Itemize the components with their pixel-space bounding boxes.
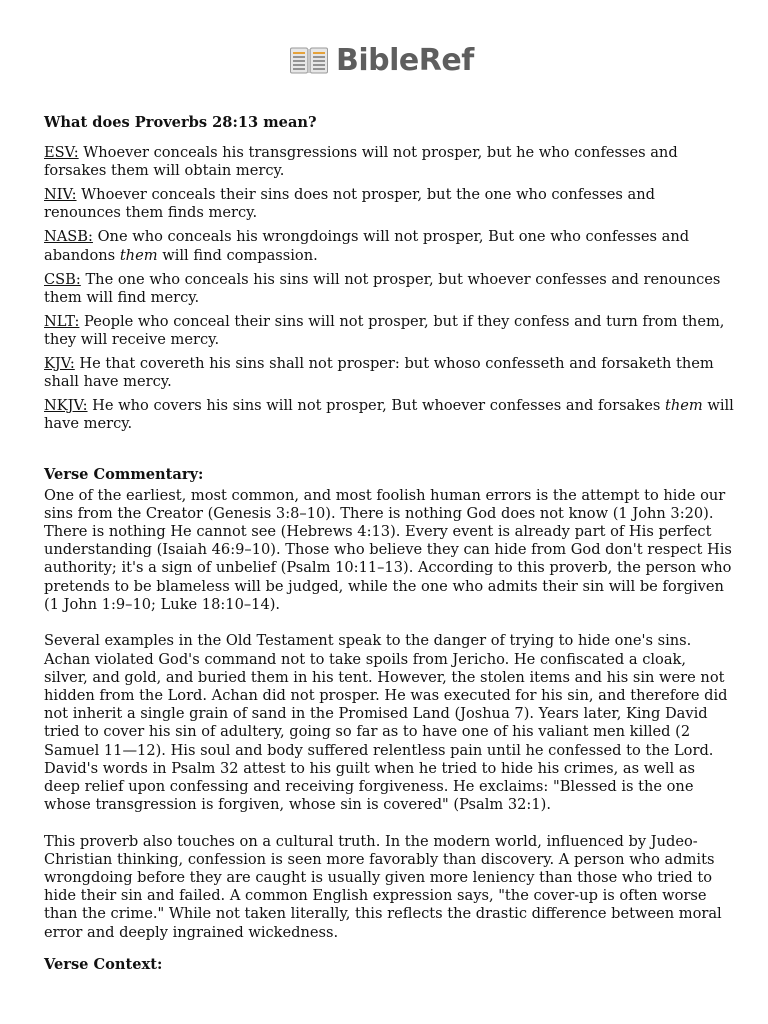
verse-nasb bbox=[44, 228, 734, 264]
verse-niv bbox=[44, 186, 734, 222]
biblref-logo[interactable] bbox=[290, 40, 474, 80]
verse-text-nasb-part1: One who conceals his wrongdoings will not prosper, But one who confesses and abandons bbox=[44, 228, 690, 264]
verse-esv bbox=[44, 144, 734, 180]
translation-link-nkjv[interactable]: NKJV: bbox=[44, 397, 88, 415]
page-title: What does Proverbs 28:13 mean? bbox=[44, 114, 317, 131]
translation-link-nasb[interactable]: NASB: bbox=[44, 228, 93, 246]
verse-text-nkjv-italic: them bbox=[664, 397, 703, 415]
context-heading: Verse Context: bbox=[44, 956, 163, 974]
commentary-paragraph-3: This proverb also touches on a cultural truth. In the modern world, influenced by Judeo-Christian thinking, confession is seen more favorably than discovery. A person who admits wrongdoing before they are caught is usually given more leniency than those who tried to hide their sin and failed. A common English expression says, "the cover-up is often worse than the crime." While not taken literally, this reflects the drastic difference between moral error and deeply ingrained wickedness. bbox=[44, 832, 722, 941]
verse-kjv bbox=[44, 355, 734, 391]
article bbox=[44, 112, 734, 976]
translation-link-nlt[interactable]: NLT: bbox=[44, 312, 80, 330]
translation-link-esv[interactable]: ESV: bbox=[44, 144, 79, 161]
verse-text-nkjv-part2: will have mercy. bbox=[44, 397, 734, 433]
translation-link-kjv[interactable]: KJV: bbox=[44, 355, 75, 373]
verse-nkjv bbox=[44, 397, 734, 433]
verse-text-nasb-part2: will find compassion. bbox=[157, 246, 318, 264]
open-book-icon bbox=[290, 45, 328, 75]
verse-text-nlt: People who conceal their sins will not prosper, but if they confess and turn from them, they will receive mercy. bbox=[44, 312, 725, 349]
verse-text-kjv: He that covereth his sins shall not prosper: but whoso confesseth and forsaketh them shall have mercy. bbox=[44, 355, 714, 391]
translation-link-niv[interactable]: NIV: bbox=[44, 186, 77, 204]
translation-link-csb[interactable]: CSB: bbox=[44, 270, 81, 288]
verse-text-esv: Whoever conceals his transgressions will not prosper, but he who confesses and forsakes them will obtain mercy. bbox=[44, 144, 678, 180]
translations-list bbox=[44, 144, 734, 434]
logo-wordmark: BibleRef bbox=[336, 42, 474, 78]
verse-text-niv: Whoever conceals their sins does not prosper, but the one who confesses and renounces them finds mercy. bbox=[44, 186, 655, 222]
verse-csb bbox=[44, 271, 734, 307]
verse-nlt bbox=[44, 313, 734, 349]
verse-text-csb: The one who conceals his sins will not prosper, but whoever confesses and renounces them will find mercy. bbox=[44, 270, 721, 306]
commentary-heading: Verse Commentary: bbox=[44, 465, 204, 483]
verse-text-nasb-italic: them bbox=[119, 246, 158, 264]
verse-text-nkjv-part1: He who covers his sins will not prosper, But whoever confesses and forsakes bbox=[92, 397, 665, 415]
commentary-paragraph-1: One of the earliest, most common, and most foolish human errors is the attempt to hide our sins from the Creator (Genesis 3:8–10). There is nothing God does not know (1 John 3:20). There is nothing He cannot see (Hebrews 4:13). Every event is already part of His perfect understanding (Isaiah 46:9–10). Those who believe they can hide from God don't respect His authority; it's a sign of unbelief (Psalm 10:11–13). According to this proverb, the person who pretends to be blameless will be judged, while the one who admits their sin will be forgiven (1 John 1:9–10; Luke 18:10–14). bbox=[44, 486, 732, 613]
commentary-paragraph-2: Several examples in the Old Testament speak to the danger of trying to hide one's sins. Achan violated God's command not to take spoils from Jericho. He confiscated a cloak, silver, and gold, and buried them in his tent. However, the stolen items and his sin were not hidden from the Lord. Achan did not prosper. He was executed for his sin, and therefore did not inherit a single grain of sand in the Promised Land (Joshua 7). Years later, King David tried to cover his sin of adultery, going so far as to have one of his valiant men killed (2 Samuel 11—12). His soul and body suffered relentless pain until he confessed to the Lord. David's words in Psalm 32 attest to his guilt when he tried to hide his crimes, as well as deep relief upon confessing and receiving forgiveness. He exclaims: "Blessed is the one whose transgression is forgiven, whose sin is covered" (Psalm 32:1). bbox=[44, 632, 728, 814]
